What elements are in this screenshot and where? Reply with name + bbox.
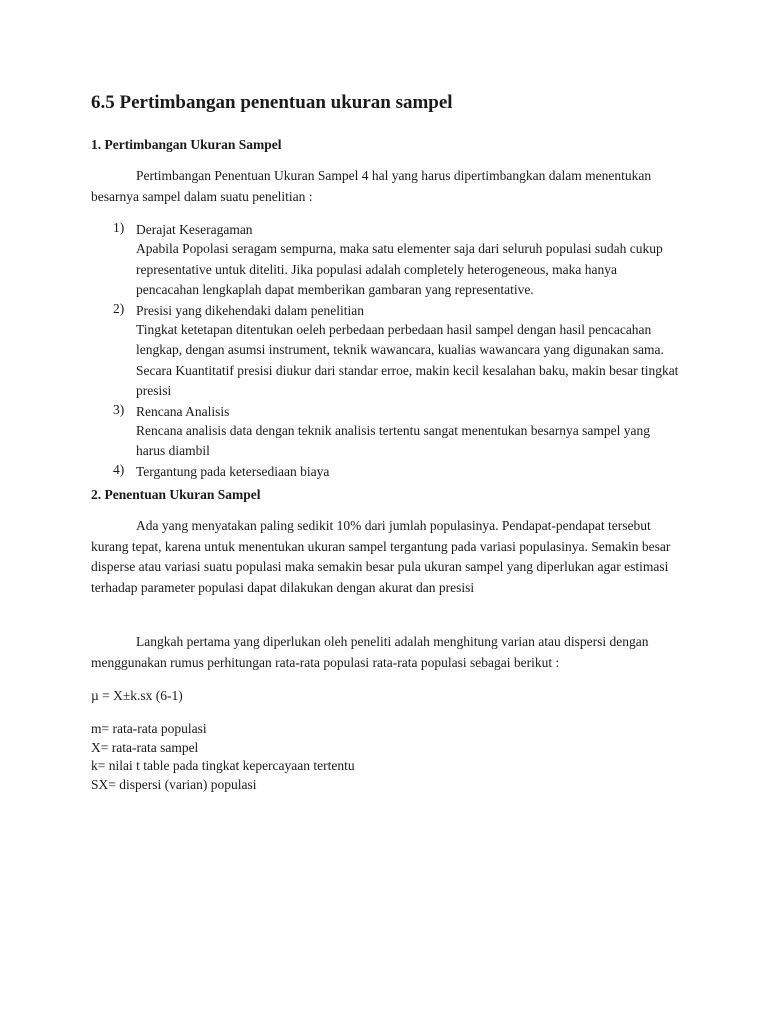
list-item-body: Apabila Popolasi seragam sempurna, maka satu elementer saja dari seluruh populasi sudah cukup representative untuk diteliti. Jika populasi adalah completely heterogeneous, maka hanya pencacahan lengkaplah dapat memberikan gambaran yang representative. [136,241,663,297]
list-item-number: 3) [113,401,125,417]
formula: µ = X±k.sx (6-1) [91,688,183,703]
list-item-number: 2) [113,300,125,316]
list-item-heading: Presisi yang dikehendaki dalam penelitian [136,302,364,318]
section-1-intro: Pertimbangan Penentuan Ukuran Sampel 4 hal yang harus dipertimbangkan dalam menentukan besarnya sampel dalam suatu penelitian : [91,168,652,204]
definition-item: X= rata-rata sampel [91,739,199,755]
list-item-body: Tingkat ketetapan ditentukan oeleh perbedaan perbedaan hasil sampel dengan hasil pencacahan lengkap, dengan asumsi instrument, teknik wawancara, kualias wawancara yang digunakan sama. Secara Kuantitatif presisi diukur dari standar erroe, makin kecil kesalahan baku, makin besar tingkat presisi [136,321,679,398]
list-item-heading: Tergantung pada ketersediaan biaya [136,463,330,479]
consideration-list [113,220,679,481]
list-item-number: 4) [113,461,125,477]
list-item [113,462,679,481]
section-2-heading: 2. Penentuan Ukuran Sampel [91,487,261,502]
list-item [113,301,679,402]
list-item-heading: Derajat Keseragaman [136,222,253,237]
definition-item: SX= dispersi (varian) populasi [91,776,257,792]
section-2-paragraph-1: Ada yang menyatakan paling sedikit 10% dari jumlah populasinya. Pendapat-pendapat tersebut kurang tepat, karena untuk menentukan ukuran sampel tergantung pada variasi populasinya. Semakin besar disperse atau variasi suatu populasi maka semakin besar pula ukuran sampel yang diperlukan agar estimasi terhadap parameter populasi dapat dilakukan dengan akurat dan presisi [91,518,671,595]
definition-item: k= nilai t table pada tingkat kepercayaan tertentu [91,758,355,773]
list-item [113,402,679,462]
list-item [113,220,679,301]
list-item-body: Rencana analisis data dengan teknik analisis tertentu sangat menentukan besarnya sampel yang harus diambil [136,422,650,458]
definition-item: m= rata-rata populasi [91,721,207,736]
page-title: 6.5 Pertimbangan penentuan ukuran sampel [91,92,453,113]
definition-list [91,720,355,794]
list-item-heading: Rencana Analisis [136,403,230,419]
list-item-number: 1) [113,220,125,235]
section-2-paragraph-2: Langkah pertama yang diperlukan oleh peneliti adalah menghitung varian atau dispersi dengan menggunakan rumus perhitungan rata-rata populasi rata-rata populasi sebagai berikut : [91,634,649,670]
section-1-heading: 1. Pertimbangan Ukuran Sampel [91,137,282,152]
